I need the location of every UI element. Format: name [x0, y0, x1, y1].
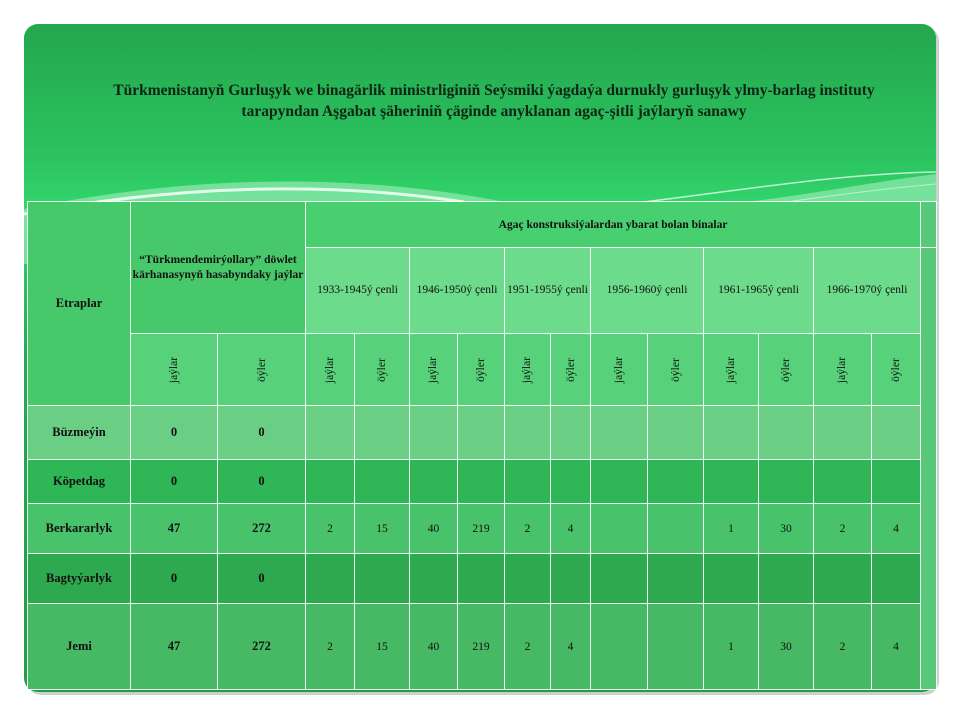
table-row — [28, 460, 937, 504]
cell: 2 — [306, 604, 355, 690]
cell — [648, 406, 704, 460]
row-name: Büzmeýin — [28, 406, 131, 460]
cell: 30 — [759, 604, 814, 690]
cell — [704, 554, 759, 604]
cell — [814, 554, 872, 604]
period-header: 1933-1945ý çenli — [306, 248, 410, 334]
subheader-oyler: öýler — [551, 334, 591, 406]
cell: 15 — [355, 504, 410, 554]
data-table — [27, 201, 937, 690]
header-group: Agaç konstruksiýalardan ybarat bolan binalar — [306, 202, 921, 248]
cell — [759, 554, 814, 604]
cell: 4 — [872, 604, 921, 690]
page-title: Türkmenistanyň Gurluşyk we binagärlik ministrliginiň Seýsmiki ýagdaýa durnukly gurluşyk ylmy-barlag instituty tarapyndan Aşgabat şäheriniň çäginde anyklanan agaç-şitli jaýlaryň sanawy — [113, 82, 875, 120]
subheader-oyler: öýler — [648, 334, 704, 406]
company-jaylar: 0 — [131, 554, 218, 604]
cell — [704, 460, 759, 504]
cell: 40 — [410, 604, 458, 690]
subheader-oyler: öýler — [872, 334, 921, 406]
cell — [759, 460, 814, 504]
header-company: “Türkmendemirýollary” döwlet kärhanasynyň hasabyndaky jaýlar — [131, 202, 306, 334]
cell — [814, 460, 872, 504]
company-oyler: 0 — [218, 460, 306, 504]
company-jaylar: 47 — [131, 604, 218, 690]
cell — [505, 406, 551, 460]
cell — [355, 554, 410, 604]
cell — [355, 406, 410, 460]
company-oyler: 272 — [218, 504, 306, 554]
cell: 40 — [410, 504, 458, 554]
cell: 4 — [551, 504, 591, 554]
company-oyler: 0 — [218, 554, 306, 604]
cell: 219 — [458, 504, 505, 554]
cell: 219 — [458, 604, 505, 690]
cell — [458, 406, 505, 460]
table-row — [28, 554, 937, 604]
cell: 4 — [872, 504, 921, 554]
cell: 30 — [759, 504, 814, 554]
subheader-oyler: öýler — [458, 334, 505, 406]
subheader-jaylar: jaýlar — [131, 334, 218, 406]
company-jaylar: 0 — [131, 406, 218, 460]
cell — [410, 460, 458, 504]
cell — [551, 554, 591, 604]
subheader-jaylar: jaýlar — [306, 334, 355, 406]
cell: 2 — [505, 504, 551, 554]
subheader-jaylar: jaýlar — [814, 334, 872, 406]
company-jaylar: 0 — [131, 460, 218, 504]
cell — [591, 460, 648, 504]
cell — [306, 554, 355, 604]
company-oyler: 0 — [218, 406, 306, 460]
cell — [551, 406, 591, 460]
subheader-jaylar: jaýlar — [704, 334, 759, 406]
table-row — [28, 406, 937, 460]
cell — [872, 460, 921, 504]
subheader-jaylar: jaýlar — [591, 334, 648, 406]
cell: 2 — [505, 604, 551, 690]
cell: 1 — [704, 504, 759, 554]
subheader-oyler: öýler — [759, 334, 814, 406]
cell: 1 — [704, 604, 759, 690]
subheader-jaylar: jaýlar — [410, 334, 458, 406]
cell — [591, 406, 648, 460]
cell — [591, 554, 648, 604]
cell — [648, 604, 704, 690]
company-jaylar: 47 — [131, 504, 218, 554]
period-header: 1961-1965ý çenli — [704, 248, 814, 334]
cell — [704, 406, 759, 460]
row-name: Berkararlyk — [28, 504, 131, 554]
cell — [872, 406, 921, 460]
company-oyler: 272 — [218, 604, 306, 690]
cell: 2 — [814, 604, 872, 690]
cell — [410, 406, 458, 460]
cell — [410, 554, 458, 604]
cell: 2 — [306, 504, 355, 554]
cell — [551, 460, 591, 504]
cell — [759, 406, 814, 460]
cell — [872, 554, 921, 604]
cell — [505, 460, 551, 504]
cell — [306, 406, 355, 460]
subheader-oyler: öýler — [218, 334, 306, 406]
table-row-total — [28, 604, 937, 690]
cell — [306, 460, 355, 504]
row-name: Jemi — [28, 604, 131, 690]
period-header: 1966-1970ý çenli — [814, 248, 921, 334]
cell — [648, 460, 704, 504]
cell — [458, 460, 505, 504]
cell: 4 — [551, 604, 591, 690]
period-header: 1946-1950ý çenli — [410, 248, 505, 334]
cell — [591, 604, 648, 690]
table-row — [28, 504, 937, 554]
period-header: 1951-1955ý çenli — [505, 248, 591, 334]
cell: 15 — [355, 604, 410, 690]
row-name: Bagtyýarlyk — [28, 554, 131, 604]
cell: 2 — [814, 504, 872, 554]
cell — [648, 554, 704, 604]
period-header: 1956-1960ý çenli — [591, 248, 704, 334]
cell — [505, 554, 551, 604]
cell — [458, 554, 505, 604]
row-name: Köpetdag — [28, 460, 131, 504]
cell — [648, 504, 704, 554]
header-etraplar: Etraplar — [28, 202, 131, 406]
cell — [591, 504, 648, 554]
cell — [814, 406, 872, 460]
cell — [355, 460, 410, 504]
subheader-oyler: öýler — [355, 334, 410, 406]
subheader-jaylar: jaýlar — [505, 334, 551, 406]
